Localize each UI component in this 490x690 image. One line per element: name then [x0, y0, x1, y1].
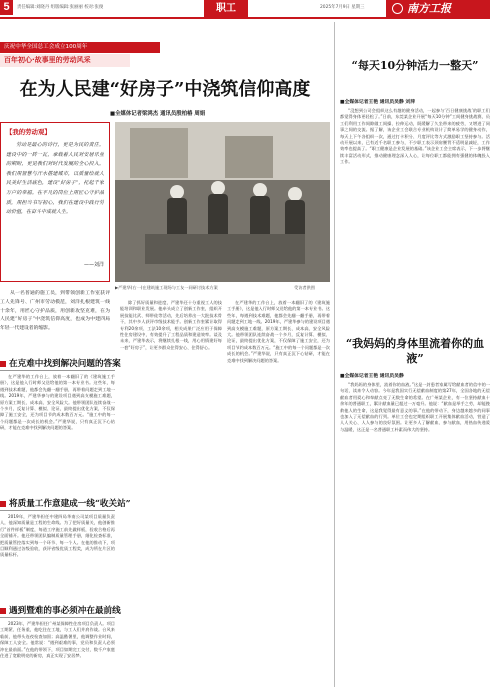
section-marker-icon [0, 361, 6, 367]
masthead-logo-icon [392, 3, 403, 14]
side-headline-1: “每天10分钟活力一整天” [351, 59, 479, 72]
section-3-title-text: 遇到暨难的事必须冲在最前线 [9, 606, 121, 616]
photo-scene [115, 122, 330, 282]
main-body-column-2: 除了抓好质量和进度，严建华还十分重视工人的技能培训和职业发展。他牵头成立了创新工作室，组织开展技能比武、师带徒等活动，先后培养出一大批技术骨干，其中多人获评市级技术能手。创新工作室累计取得专利20余项、工法10余项，相关成果广泛应用于保障性住房建设中，有效提升了工程品质和建造效率。谈及未来，严建华表示，将继续扎根一线，用心用情建好每一套“好房子”，让更多群众住得安心、住得舒心。 [120, 300, 222, 350]
photo-caption: ▶严建华(右一)在建筑施工现场与工友一同研讨技术方案 [115, 285, 218, 290]
quote-box [0, 122, 110, 282]
section-1-text: 在严建华的工作台上，放着一本翻旧了的《建筑施工手册》，这是他入行时师父送给他的第一本专业书。这些年，每遇到技术难题，他都会先翻一翻手册，再带着问题走到工地一线。2019年，严建华参与的建设项目遇到高支模施工难题，原方案工期长、成本高、安全风险大。他带领团队连续奋战一个多月，反复计算、模拟、论证，最终提出优化方案，不仅保障了施工安全，还为项目节约成本数百万元。“施工中的每一个问题都是一次成长的机会。”严建华说，只有真正沉下心钻研，才能在克难中找到解决问题的答案。 [0, 374, 115, 431]
side-text-1: “没想到公司会组织这么有趣的健身活动，一起参与‘百日健康挑战’的职工们都觉得身体更轻松了。”日前，东莞某企业开展“每天10分钟”工间健身挑战赛，员工们利用工作间隙做工间操、拉伸运动，既缓解了久坐带来的疲劳，又增进了同事之间的交流。据了解，该企业工会联合专业机构设计了简单易学的健身动作，每天上下午各组织一次，通过打卡积分、月度评比等方式激励职工坚持参与。活动开展以来，已有近千名职工参与，不少职工表示颈肩腰背不适明显减轻，工作效率也提高了。“职工健康是企业发展的基础。”该企业工会主席表示，下一步将继续丰富活动形式，推动健康理念深入人心，让每位职工都能拥有强健的体魄投入工作。 [340, 108, 490, 165]
section-marker-icon [0, 501, 6, 507]
section-1-title [0, 357, 121, 369]
header-rule [0, 17, 490, 19]
construction-photo [115, 122, 330, 282]
section-2-underline [0, 510, 115, 511]
main-headline: 在为人民建“好房子”中浇筑信仰高度 [19, 79, 311, 100]
column-divider [334, 22, 335, 687]
section-2-title [0, 497, 131, 509]
masthead [386, 0, 490, 17]
side-byline-1: ■全媒体记者王艳 通讯员吴静 刘萍 [340, 100, 416, 105]
side-byline-2: ■全媒体记者王艳 通讯员吴静 [340, 374, 404, 379]
section-tab: 职工 [204, 0, 248, 17]
issue-date: 2025年7月9日 星期三 [320, 5, 365, 10]
section-3-underline [0, 617, 115, 618]
section-2 [0, 497, 131, 610]
section-2-title-text: 将质量工作意建成一线“收关站” [9, 499, 131, 509]
section-3-text: 2023年，严建华担任广州某保障性住房项目负责人。项目工期紧、任务重，他吃住在工地，与工人们并肩作战。台风来临前，他带头连夜检查加固；高温酷暑里，他调整作业时间，保障工人安全。他常说：“遇到艰难的事，党员和负责人必须冲在最前面。”在他的带领下，项目如期完工交付，数千户家庭住进了宽敞明亮的新房，真正实现了安居梦。 [0, 621, 115, 659]
page-number-badge: 5 [0, 0, 13, 15]
page-header [0, 0, 490, 20]
photo-credit: 受访者供图 [294, 285, 315, 290]
editor-credits: 责任编辑:刘晓丹 组版编辑:张丽丽 校对:张俊 [17, 5, 104, 10]
section-2-text: 2019年，严建华担任中建四局华南公司某项目质量负责人，他深知质量是工程的生命线。为了把好质量关，他创新推行“首件样板”制度，每道工序施工前先做样板，验收合格后再全面铺开。他还带领团队编制质量管理手册，细化检查标准，把质量管控落实到每一个环节、每一个人。在他的推动下，项目顺利通过各级验收，获评省级优质工程奖，成为所在片区的质量标杆。 [0, 514, 115, 558]
main-byline: ■全媒体记者梁鸿杰 通讯员殷柏椿 周娟 [110, 111, 206, 117]
banner-line-2: 百年初心·故事里的劳动风采 [0, 54, 130, 67]
masthead-title: 南方工报 [407, 2, 451, 15]
section-1-title-text: 在克难中找到解决问题的答案 [9, 359, 121, 369]
main-body-column-3: 在严建华的工作台上，放着一本翻旧了的《建筑施工手册》，这是他入行时师父送给他的第一本专业书。这些年，每遇到技术难题，他都会先翻一翻手册，再带着问题走到工地一线。2019年，严建华参与的建设项目遇到高支模施工难题，原方案工期长、成本高、安全风险大。他带领团队连续奋战一个多月，反复计算、模拟、论证，最终提出优化方案，不仅保障了施工安全，还为项目节约成本数百万元。“施工中的每一个问题都是一次成长的机会。”严建华说，只有真正沉下心钻研，才能在克难中找到解决问题的答案。 [227, 300, 330, 363]
quote-text: 劳动是最心的诗行，更是为民的责任。建设中的一砖一瓦，承载着人民对安居乐业的期盼，更见我们对时代发展的全心投入。我们用智慧与汗水搭建城市，以质量绘就人民美好生活底色，建设“好房子”，托起千家万户的幸福。在平凡的岗位上用匠心守护品质，用担当书写初心，我们在建设中践行劳动价值，在奋斗中成就人生。 [6, 142, 104, 216]
section-3 [0, 604, 121, 690]
section-1 [0, 357, 121, 504]
section-marker-icon [0, 608, 6, 614]
banner-line-1: 庆祝中华全国总工会成立100周年 [0, 42, 160, 53]
quote-signature: ——刘洋 [83, 262, 104, 268]
side-headline-2: “我妈妈的身体里流着你的血液” [345, 337, 485, 365]
section-1-underline [0, 370, 115, 371]
lead-paragraph: 从一名普通的施工员，到带领创新工作室获评工人先锋号、广州市劳动模范，刘洋扎根建筑一线十余年，用匠心守护品质，用创新攻坚克难，在为人民建“好房子”中浇筑信仰高度，也成为中建四局年轻一代建设者的缩影。 [0, 291, 110, 332]
section-3-title [0, 604, 121, 616]
quote-title: 【我的劳动观】 [6, 128, 51, 136]
side-text-2: “我妈妈的身体里，流着你的血液。”这是一封患者家属写给献血者的信中的一句话，读来令人动容。今年是我国实行无偿献血制度的第27年，全国各地的无偿献血者用爱心和奉献点亮了无数生命的希望。在广州某企业，有一位坚持献血十余年的普通职工，累计献血量已超过一万毫升。他说：“献血是举手之劳，却能挽救他人的生命，这是我觉得最有意义的事。”在他的带动下，身边越来越多的同事也加入了无偿献血的行列。单位工会也定期组织职工开展集体献血活动，营造了人人关心、人人参与的良好氛围。让更多人了解献血、参与献血，用热血传递爱与温暖，这正是一名普通职工朴素而伟大的坚持。 [340, 382, 490, 432]
centennial-banner [0, 42, 160, 68]
